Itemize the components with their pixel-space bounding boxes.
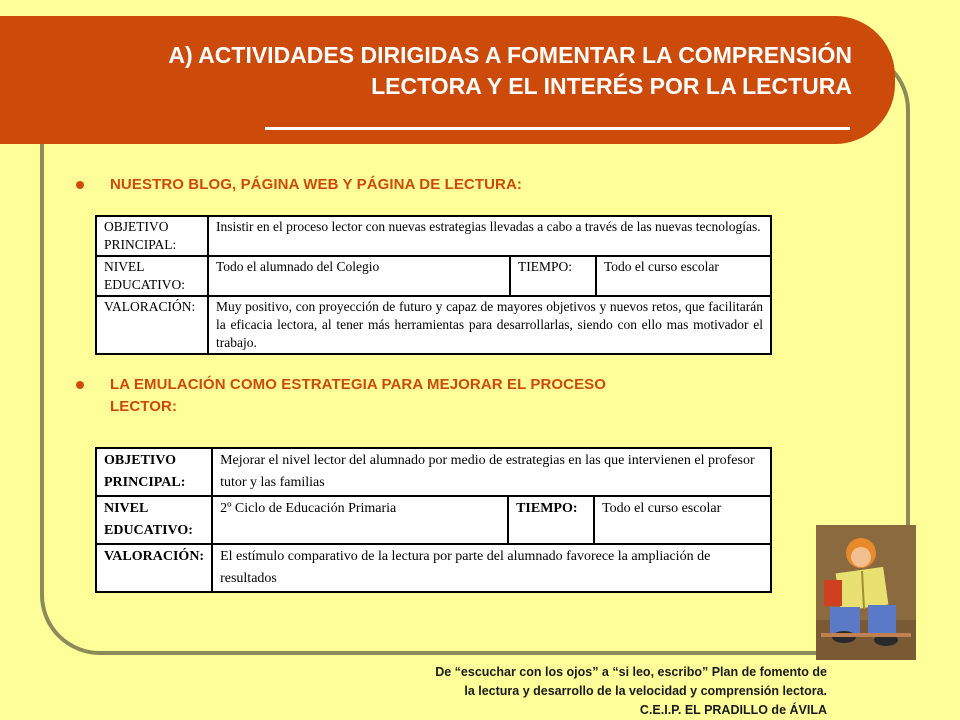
valoracion-value: El estímulo comparativo de la lectura por parte del alumnado favorece la ampliación de resultados <box>212 544 771 592</box>
footer-line-1: De “escuchar con los ojos” a “si leo, escribo” Plan de fomento de <box>435 665 827 679</box>
footer-line-2: la lectura y desarrollo de la velocidad y comprensión lectora. <box>464 684 827 698</box>
reading-child-icon <box>816 525 916 660</box>
title-line-2: LECTORA Y EL INTERÉS POR LA LECTURA <box>371 73 852 99</box>
child-reading-illustration <box>816 525 916 660</box>
bullet-dot-icon <box>76 181 84 189</box>
title-underline <box>265 127 850 130</box>
nivel-value: 2º Ciclo de Educación Primaria <box>212 496 508 544</box>
nivel-value: Todo el alumnado del Colegio <box>208 256 510 296</box>
tiempo-value: Todo el curso escolar <box>596 256 771 296</box>
valoracion-value: Muy positivo, con proyección de futuro y capaz de mayores objetivos y nuevos retos, que facilitarán la eficacia lectora, al tener más herramientas para desarrollarlas, siendo con ello mas motivador el trabajo. <box>208 296 771 354</box>
heading-line-2: LECTOR: <box>110 398 178 415</box>
tiempo-label: TIEMPO: <box>508 496 594 544</box>
objetivo-value: Mejorar el nivel lector del alumnado por medio de estrategias en las que intervienen el profesor tutor y las familias <box>212 448 771 496</box>
info-table-emulacion <box>95 447 772 593</box>
slide-title <box>0 40 852 102</box>
section-heading-blog: NUESTRO BLOG, PÁGINA WEB Y PÁGINA DE LECTURA: <box>110 176 523 193</box>
nivel-label: NIVEL EDUCATIVO: <box>96 496 212 544</box>
nivel-label: NIVEL EDUCATIVO: <box>96 256 208 296</box>
objetivo-label: OBJETIVO PRINCIPAL: <box>96 448 212 496</box>
title-line-1: A) ACTIVIDADES DIRIGIDAS A FOMENTAR LA COMPRENSIÓN <box>168 42 852 68</box>
heading-line-1: LA EMULACIÓN COMO ESTRATEGIA PARA MEJORAR EL PROCESO <box>110 376 607 393</box>
objetivo-label: OBJETIVO PRINCIPAL: <box>96 216 208 256</box>
objetivo-value: Insistir en el proceso lector con nuevas estrategias llevadas a cabo a través de las nuevas tecnologías. <box>208 216 771 256</box>
footer-line-3: C.E.I.P. EL PRADILLO de ÁVILA <box>639 703 827 717</box>
bullet-dot-icon <box>76 381 84 389</box>
valoracion-label: VALORACIÓN: <box>96 296 208 354</box>
footer-credit <box>435 663 827 720</box>
section-heading-emulacion <box>110 374 606 418</box>
tiempo-value: Todo el curso escolar <box>594 496 771 544</box>
tiempo-label: TIEMPO: <box>510 256 596 296</box>
valoracion-label: VALORACIÓN: <box>96 544 212 592</box>
info-table-blog <box>95 215 772 355</box>
